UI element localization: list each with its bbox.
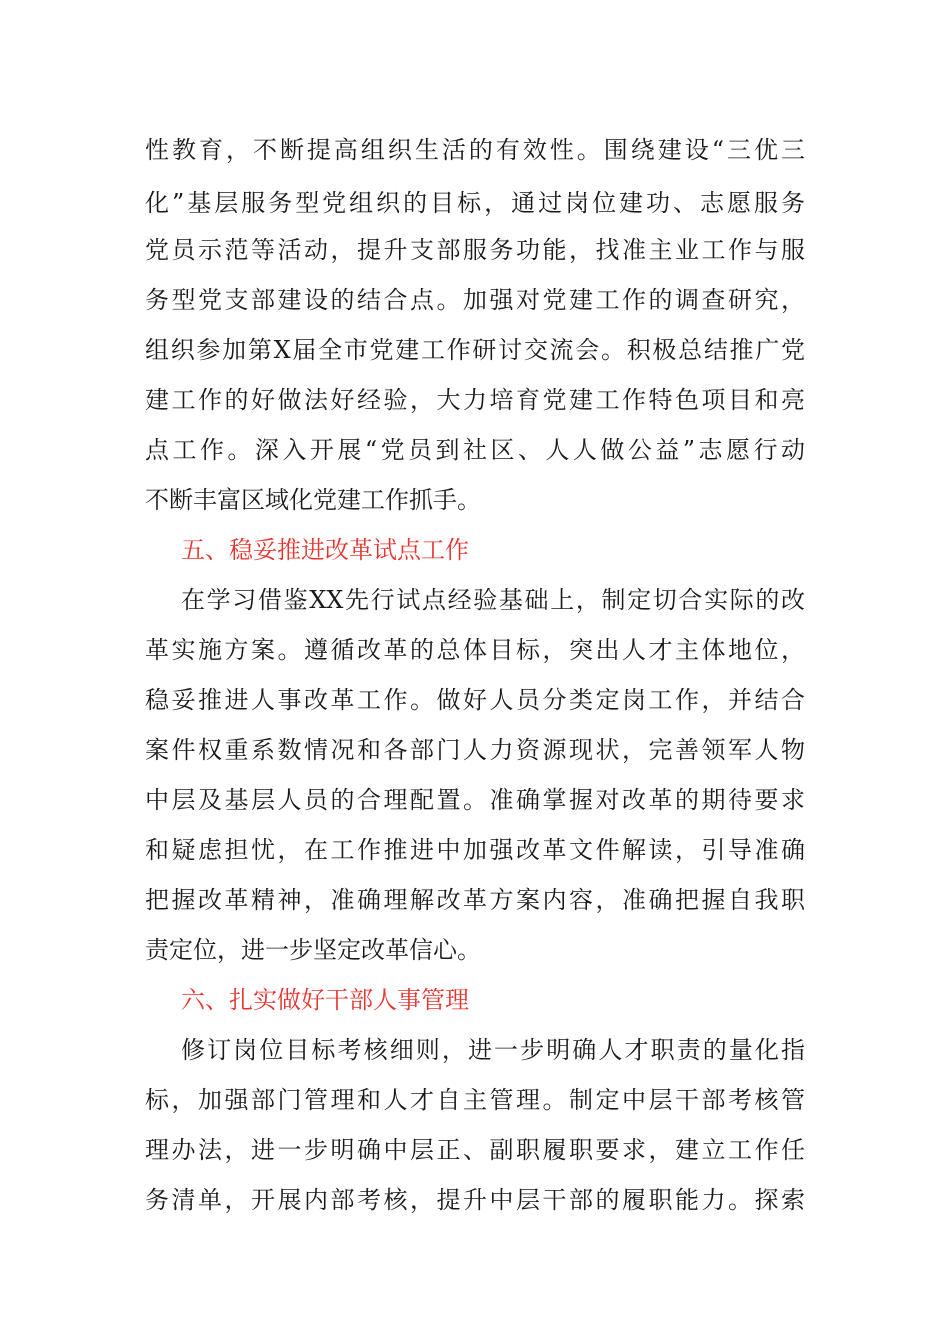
section-heading: 六、扎实做好干部人事管理 <box>181 986 469 1014</box>
paragraph-line: 稳妥推进人事改革工作。做好人员分类定岗工作，并结合 <box>145 686 805 714</box>
paragraph-line: 不断丰富区域化党建工作抓手。 <box>145 486 481 514</box>
paragraph-line: 理办法，进一步明确中层正、副职履职要求，建立工作任 <box>145 1136 805 1164</box>
paragraph-line: 和疑虑担忧，在工作推进中加强改革文件解读，引导准确 <box>145 836 805 864</box>
paragraph-line: 务型党支部建设的结合点。加强对党建工作的调查研究， <box>145 286 805 314</box>
paragraph-line: 责定位，进一步坚定改革信心。 <box>145 936 481 964</box>
paragraph-line: 组织参加第X届全市党建工作研讨交流会。积极总结推广党 <box>145 336 805 364</box>
paragraph-line: 修订岗位目标考核细则，进一步明确人才职责的量化指 <box>181 1036 805 1064</box>
paragraph-line: 革实施方案。遵循改革的总体目标，突出人才主体地位， <box>145 636 805 664</box>
paragraph-line: 点工作。深入开展“党员到社区、人人做公益”志愿行动 <box>145 436 805 464</box>
paragraph-line: 务清单，开展内部考核，提升中层干部的履职能力。探索 <box>145 1186 805 1214</box>
paragraph-line: 建工作的好做法好经验，大力培育党建工作特色项目和亮 <box>145 386 805 414</box>
paragraph-line: 化”基层服务型党组织的目标，通过岗位建功、志愿服务 <box>145 189 805 217</box>
paragraph-line: 在学习借鉴XX先行试点经验基础上，制定切合实际的改 <box>181 586 805 614</box>
paragraph-line: 党员示范等活动，提升支部服务功能，找准主业工作与服 <box>145 236 805 264</box>
paragraph-line: 标，加强部门管理和人才自主管理。制定中层干部考核管 <box>145 1086 805 1114</box>
paragraph-line: 性教育，不断提高组织生活的有效性。围绕建设“三优三 <box>145 136 805 164</box>
paragraph-line: 中层及基层人员的合理配置。准确掌握对改革的期待要求 <box>145 786 805 814</box>
paragraph-line: 案件权重系数情况和各部门人力资源现状，完善领军人物 <box>145 736 805 764</box>
paragraph-line: 把握改革精神，准确理解改革方案内容，准确把握自我职 <box>145 886 805 914</box>
section-heading: 五、稳妥推进改革试点工作 <box>181 536 469 564</box>
